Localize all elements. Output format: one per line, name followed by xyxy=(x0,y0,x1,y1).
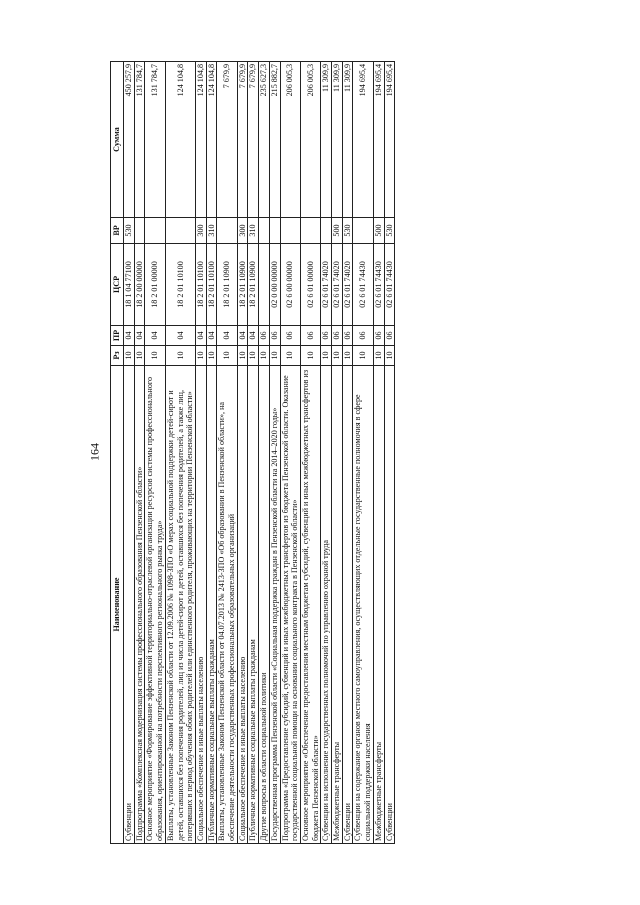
cell-sum: 11 309,9 xyxy=(342,62,353,218)
cell-vr: 310 xyxy=(248,218,259,244)
cell-pr: 04 xyxy=(145,326,165,346)
cell-rz: 10 xyxy=(342,346,353,366)
table-row xyxy=(217,62,237,844)
cell-csr: 18 2 01 10900 xyxy=(217,244,237,326)
cell-vr: 300 xyxy=(195,218,206,244)
cell-csr: 02 6 01 74020 xyxy=(342,244,353,326)
cell-rz: 10 xyxy=(134,346,145,366)
cell-name: Основное мероприятие «Обеспечение предоставления местным бюджетам субсидий, субвенций и иных межбюджетных трансфертов из бюджета Пензенской области» xyxy=(300,366,320,844)
cell-name: Социальное обеспечение и иные выплаты населению xyxy=(237,366,248,844)
table-row xyxy=(206,62,217,844)
cell-rz: 10 xyxy=(259,346,270,366)
cell-name: Подпрограмма «Предоставление субсидий, субвенций и иных межбюджетных трансфертов из бюджета Пензенской области. Оказание государственной социальной помощи на основании социального контракта в Пензенской области» xyxy=(280,366,300,844)
cell-sum: 124 104,8 xyxy=(206,62,217,218)
cell-sum: 194 695,4 xyxy=(384,62,395,218)
cell-vr xyxy=(259,218,270,244)
rotated-table-region xyxy=(110,62,578,844)
cell-rz: 10 xyxy=(373,346,384,366)
cell-rz: 10 xyxy=(217,346,237,366)
table-row xyxy=(353,62,373,844)
cell-name: Межбюджетные трансферты xyxy=(373,366,384,844)
cell-sum: 7 679,9 xyxy=(217,62,237,218)
table-row xyxy=(165,62,195,844)
budget-table xyxy=(110,61,395,844)
cell-sum: 124 104,8 xyxy=(165,62,195,218)
table-row xyxy=(321,62,332,844)
cell-rz: 10 xyxy=(353,346,373,366)
cell-sum: 206 005,3 xyxy=(280,62,300,218)
cell-csr: 18 2 01 10900 xyxy=(237,244,248,326)
cell-name: Выплаты, установленные Законом Пензенской области от 12.09.2006 № 1098-ЗПО «О мерах социальной поддержки детей-сирот и детей, оставшихся без попечения родителей, лиц из числа детей-сирот и детей, оставшихся без попечения родителей, а также лиц, потерявших в период обучения обоих родителей или единственного родителя, проживающих на территории Пензенской области» xyxy=(165,366,195,844)
cell-pr: 06 xyxy=(280,326,300,346)
cell-sum: 131 784,7 xyxy=(145,62,165,218)
cell-sum: 206 005,3 xyxy=(300,62,320,218)
header-vr: ВР xyxy=(111,218,124,244)
cell-pr: 04 xyxy=(237,326,248,346)
page-number: 164 xyxy=(87,443,102,461)
cell-rz: 10 xyxy=(280,346,300,366)
cell-pr: 04 xyxy=(248,326,259,346)
cell-csr: 02 6 01 00000 xyxy=(300,244,320,326)
cell-vr xyxy=(145,218,165,244)
cell-name: Субвенции на содержание органов местного самоуправления, осуществляющих отдельные государственные полномочия в сфере социальной поддержки населения xyxy=(353,366,373,844)
cell-vr: 530 xyxy=(384,218,395,244)
cell-rz: 10 xyxy=(384,346,395,366)
cell-pr: 06 xyxy=(384,326,395,346)
header-name: Наименование xyxy=(111,366,124,844)
cell-vr: 530 xyxy=(342,218,353,244)
cell-pr: 06 xyxy=(300,326,320,346)
cell-pr: 06 xyxy=(259,326,270,346)
cell-sum: 7 679,9 xyxy=(248,62,259,218)
cell-name: Субвенции xyxy=(342,366,353,844)
cell-pr: 04 xyxy=(124,326,135,346)
table-row xyxy=(269,62,280,844)
header-csr: ЦСР xyxy=(111,244,124,326)
cell-csr: 02 6 00 00000 xyxy=(280,244,300,326)
cell-pr: 06 xyxy=(353,326,373,346)
cell-rz: 10 xyxy=(300,346,320,366)
cell-name: Выплаты, установленные Законом Пензенской области от 04.07.2013 № 2413-ЗПО «Об образовании в Пензенской области», на обеспечение деятельности государственных профессиональных образовательных организаций xyxy=(217,366,237,844)
table-row xyxy=(259,62,270,844)
table-row xyxy=(332,62,343,844)
cell-pr: 04 xyxy=(217,326,237,346)
cell-vr: 530 xyxy=(124,218,135,244)
header-rz: Рз xyxy=(111,346,124,366)
cell-sum: 131 784,7 xyxy=(134,62,145,218)
table-row xyxy=(342,62,353,844)
cell-csr: 18 2 01 00000 xyxy=(145,244,165,326)
table-row xyxy=(134,62,145,844)
cell-csr: 18 1 04 77100 xyxy=(124,244,135,326)
cell-sum: 450 257,9 xyxy=(124,62,135,218)
cell-rz: 10 xyxy=(124,346,135,366)
cell-vr xyxy=(165,218,195,244)
cell-vr xyxy=(280,218,300,244)
table-row xyxy=(195,62,206,844)
table-row xyxy=(300,62,320,844)
cell-vr xyxy=(269,218,280,244)
cell-name: Подпрограмма «Комплексная модернизация системы профессионального образования Пензенской области» xyxy=(134,366,145,844)
cell-pr: 04 xyxy=(165,326,195,346)
cell-vr xyxy=(300,218,320,244)
cell-csr: 02 6 01 74430 xyxy=(384,244,395,326)
cell-name: Другие вопросы в области социальной политики xyxy=(259,366,270,844)
cell-name: Субвенции xyxy=(124,366,135,844)
header-pr: ПР xyxy=(111,326,124,346)
cell-csr: 02 0 00 00000 xyxy=(269,244,280,326)
cell-rz: 10 xyxy=(332,346,343,366)
header-sum: Сумма xyxy=(111,62,124,218)
cell-rz: 10 xyxy=(321,346,332,366)
cell-csr: 18 2 01 10900 xyxy=(248,244,259,326)
table-row xyxy=(145,62,165,844)
cell-pr: 04 xyxy=(206,326,217,346)
cell-name: Публичные нормативные социальные выплаты гражданам xyxy=(248,366,259,844)
cell-vr: 300 xyxy=(237,218,248,244)
cell-sum: 124 104,8 xyxy=(195,62,206,218)
table-row xyxy=(237,62,248,844)
cell-rz: 10 xyxy=(269,346,280,366)
table-row xyxy=(384,62,395,844)
cell-name: Субвенции на исполнение государственных полномочий по управлению охраной труда xyxy=(321,366,332,844)
cell-sum: 7 679,9 xyxy=(237,62,248,218)
cell-rz: 10 xyxy=(165,346,195,366)
cell-pr: 04 xyxy=(134,326,145,346)
cell-name: Субвенции xyxy=(384,366,395,844)
cell-rz: 10 xyxy=(145,346,165,366)
cell-csr: 18 2 01 10100 xyxy=(165,244,195,326)
table-row xyxy=(124,62,135,844)
cell-pr: 06 xyxy=(373,326,384,346)
cell-name: Социальное обеспечение и иные выплаты населению xyxy=(195,366,206,844)
table-row xyxy=(280,62,300,844)
cell-vr xyxy=(321,218,332,244)
cell-csr: 18 2 00 00000 xyxy=(134,244,145,326)
table-header-row xyxy=(111,62,124,844)
cell-sum: 194 695,4 xyxy=(353,62,373,218)
cell-rz: 10 xyxy=(237,346,248,366)
cell-pr: 06 xyxy=(269,326,280,346)
cell-sum: 11 309,9 xyxy=(332,62,343,218)
cell-name: Основное мероприятие «Формирование эффективной территориально-отраслевой организации ресурсов системы профессионального образования, ориентированной на потребности перспективного регионального рынка труда» xyxy=(145,366,165,844)
cell-sum: 11 309,9 xyxy=(321,62,332,218)
cell-csr: 18 2 01 10100 xyxy=(206,244,217,326)
cell-vr: 500 xyxy=(373,218,384,244)
cell-csr: 02 6 01 74430 xyxy=(353,244,373,326)
cell-csr: 02 6 01 74020 xyxy=(321,244,332,326)
cell-csr: 02 6 01 74430 xyxy=(373,244,384,326)
cell-pr: 04 xyxy=(195,326,206,346)
cell-vr: 500 xyxy=(332,218,343,244)
cell-sum: 215 882,7 xyxy=(269,62,280,218)
cell-vr xyxy=(353,218,373,244)
cell-pr: 06 xyxy=(321,326,332,346)
cell-rz: 10 xyxy=(195,346,206,366)
table-row xyxy=(373,62,384,844)
cell-vr xyxy=(134,218,145,244)
cell-rz: 10 xyxy=(206,346,217,366)
cell-csr: 18 2 01 10100 xyxy=(195,244,206,326)
cell-name: Публичные нормативные социальные выплаты гражданам xyxy=(206,366,217,844)
cell-vr xyxy=(217,218,237,244)
cell-pr: 06 xyxy=(332,326,343,346)
table-row xyxy=(248,62,259,844)
cell-name: Межбюджетные трансферты xyxy=(332,366,343,844)
cell-sum: 235 627,3 xyxy=(259,62,270,218)
cell-vr: 310 xyxy=(206,218,217,244)
cell-pr: 06 xyxy=(342,326,353,346)
cell-csr: 02 6 01 74020 xyxy=(332,244,343,326)
cell-csr xyxy=(259,244,270,326)
cell-name: Государственная программа Пензенской области «Социальная поддержка граждан в Пензенской области на 2014–2020 годы» xyxy=(269,366,280,844)
cell-rz: 10 xyxy=(248,346,259,366)
cell-sum: 194 695,4 xyxy=(373,62,384,218)
